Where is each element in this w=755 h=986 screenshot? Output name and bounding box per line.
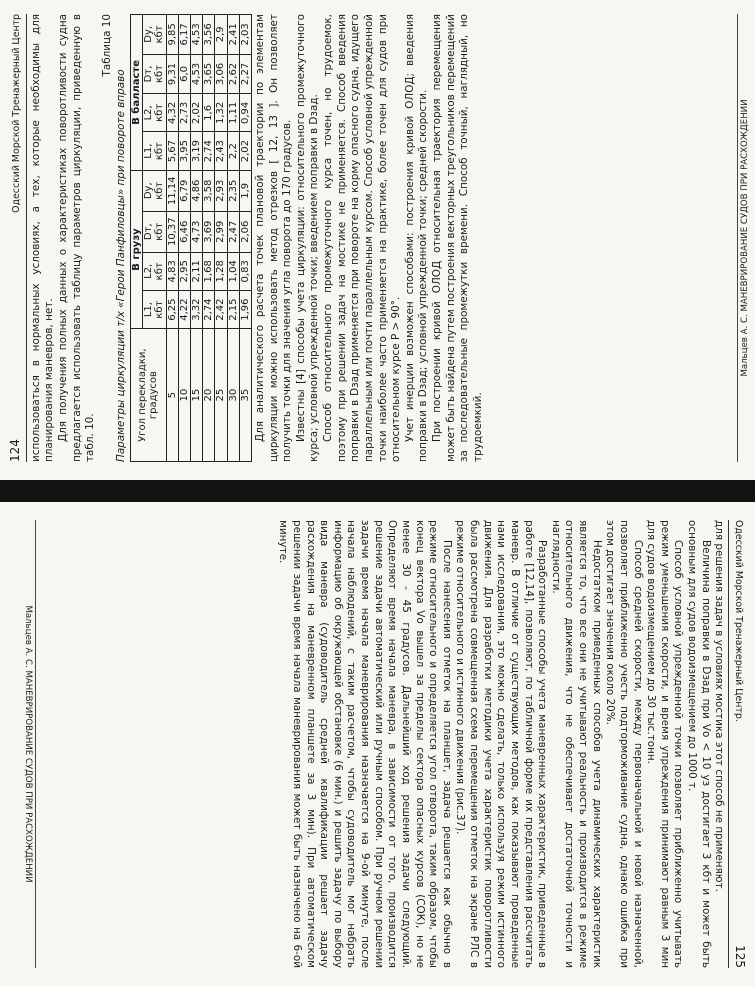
table-title: Параметры циркуляции т/х «Герои Панфиловцы» при повороте вправо — [115, 69, 128, 462]
table-cell: 4,53 — [191, 15, 203, 55]
paragraph: Недостатком приведенных способов учета динамических характеристик является то, что все они не учитывают реальность и производится в режиме относительного движения, что не обеспечивает достаточной точности и наглядности. — [549, 520, 603, 968]
column-header: Dy, кбт — [143, 170, 166, 211]
table-cell: 15 — [191, 329, 203, 462]
table-cell: 1,28 — [215, 252, 227, 290]
table-row — [227, 15, 239, 462]
paragraph: Способ относительного промежуточного курса точен, но трудоемок, поэтому при решении задач на мостике не применяется. Способ введения поправки в Dзад применяется при повороте на корму опасного судна, идущего параллельным или почти параллельным курсом. Способ условной упрежденной точки наиболее часто применяется на практике, более точен для судов при относительном курсе Р > 90°. — [322, 14, 403, 462]
table-cell: 2,11 — [191, 252, 203, 290]
angle-header: Угол перекладки, градусов — [131, 329, 167, 462]
table-cell: 6,17 — [178, 15, 190, 55]
table-cell: 1,6 — [203, 94, 215, 132]
table-cell: 5,67 — [166, 132, 178, 170]
table-cell: 1,9 — [239, 170, 251, 211]
table-row — [178, 15, 190, 462]
page-number: 124 — [8, 439, 22, 462]
table-cell: 9,31 — [166, 54, 178, 94]
page-footer: Мальцев А. С. МАНЕВРИРОВАНИЕ СУДОВ ПРИ РАСХОЖДЕНИИ — [737, 14, 751, 462]
table-cell: 2,99 — [215, 211, 227, 252]
paragraph: для решения задач в условиях мостика этот способ не применяют. — [713, 520, 726, 892]
table-cell: 2,06 — [239, 211, 251, 252]
table-cell: 2,9 — [215, 15, 227, 55]
paragraph: Учет инерции возможен способами: построения кривой ОЛОД; введения поправки в Dзад; условной упрежденной точки; средней скорости. — [403, 14, 430, 462]
table-cell: 1,32 — [215, 94, 227, 132]
table-cell: 3,32 — [191, 290, 203, 328]
table-cell: 11,14 — [166, 170, 178, 211]
table-cell: 25 — [215, 329, 227, 462]
table-cell: 0,94 — [239, 94, 251, 132]
paragraph: Для аналитического расчета точек плановой траектории по элементам циркуляции можно использовать метод отрезков [ 12, 13 ]. Он позволяет получить точки для значения угла поворота до 170 градусов. — [253, 14, 294, 462]
running-header: Одесский Морской Тренажерный Центр. — [733, 520, 744, 722]
table-cell: 1,11 — [227, 94, 239, 132]
table-cell: 10 — [178, 329, 190, 462]
paragraph: Для получения полных данных о характеристиках поворотливости судна предлагается использовать таблицу параметров циркуляции, приведенную в табл. 10. — [56, 14, 97, 462]
group-header-laden: В грузу — [131, 170, 143, 328]
table-cell: 2,02 — [191, 94, 203, 132]
table-cell: 2,95 — [178, 252, 190, 290]
paragraph: Разработанные способы учета маневренных характеристик, приведенные в работе [12,14], позволяют, по табличной форме их представления рассчитать маневр. В отличие от существующих методов, как показывают проведенные нами исследования, это можно сделать, только используя режим истинного движения. Для разработки методики учета характеристик поворотливости была рассмотрена совмещенная схема перемещения отметок на экране РЛС в режиме относительного и истинного движения (рис.37). — [454, 520, 549, 968]
paragraph: Величина поправки в Dзад при Vо < 10 уз достигает 3 кбт и может быть основным для судов водоизмещением до 1000 т. — [686, 520, 712, 968]
table-cell: 3,19 — [191, 132, 203, 170]
table-cell: 4,32 — [166, 94, 178, 132]
running-header: Одесский Морской Тренажерный Центр — [11, 14, 22, 213]
table-cell: 30 — [227, 329, 239, 462]
circulation-table — [130, 14, 252, 462]
scan-binding-shadow — [0, 480, 755, 502]
table-row — [191, 15, 203, 462]
table-cell: 1,68 — [203, 252, 215, 290]
table-cell: 5 — [166, 329, 178, 462]
table-cell: 3,95 — [178, 132, 190, 170]
table-cell: 2,2 — [227, 132, 239, 170]
table-cell: 2,47 — [227, 211, 239, 252]
table-cell: 1,04 — [227, 252, 239, 290]
table-cell: 2,41 — [227, 15, 239, 55]
group-header-ballast: В балласте — [131, 15, 143, 171]
table-cell: 3,65 — [203, 54, 215, 94]
table-cell: 3,58 — [203, 170, 215, 211]
table-cell: 4,73 — [191, 211, 203, 252]
table-cell: 6,25 — [166, 290, 178, 328]
paragraph: После нанесения отметок на планшет, задача решается как обычно в режиме относительного и определяется угол отворота, таким образом, чтобы конец вектора Vо вышел за пределы сектора опасных курсов (СОК), но не менее 30 - 45 градусов. Дальнейший ход решения задачи следующий. Определяют время начала маневра, в зависимости от того, производится решение задачи автоматический или ручным способом. При ручном решении задачи время начала маневрирования назначается на 9-ой минуте, после начала наблюдений, с таким расчетом, чтобы судоводитель мог набрать информацию об окружающей обстановке (6 мин.) и решить задачу по выбору вида маневра (судоводитель средней квалификации решает задачу расхождения на маневренном планшете за 3 мин). При автоматическом решении задачи время начала маневрирования может быть назначено на 6-ой минуте. — [277, 520, 453, 968]
table-cell: 9,85 — [166, 15, 178, 55]
table-cell: 4,86 — [191, 170, 203, 211]
table-cell: 3,69 — [203, 211, 215, 252]
table-cell: 2,73 — [178, 94, 190, 132]
table-cell: 2,27 — [239, 54, 251, 94]
left-page — [0, 0, 755, 480]
table-cell: 2,03 — [239, 15, 251, 55]
table-cell: 2,74 — [203, 132, 215, 170]
table-cell: 2,42 — [215, 290, 227, 328]
paragraph: использоваться в нормальных условиях, а тех, которые необходимы для планирования маневров, нет. — [29, 14, 56, 462]
column-header: L1, кбт — [143, 290, 166, 328]
column-header: Dт, кбт — [143, 54, 166, 94]
table-caption: Таблица 10 — [100, 14, 113, 77]
table-row — [203, 15, 215, 462]
table-cell: 2,74 — [203, 290, 215, 328]
table-cell: 3,06 — [215, 54, 227, 94]
paragraph: Способ условной упрежденной точки позволяет приближенно учитывать режим уменьшения скорости, и время упреждения принимают равным 3 мин для судов водоизмещением до 30 тыс.тонн. — [645, 520, 685, 968]
column-header: L2, кбт — [143, 94, 166, 132]
table-cell: 0,83 — [239, 252, 251, 290]
page-header — [8, 14, 27, 462]
table-cell: 6,79 — [178, 170, 190, 211]
table-cell: 2,35 — [227, 170, 239, 211]
table-cell: 4,53 — [191, 54, 203, 94]
page-header — [728, 520, 747, 968]
paragraph: Известны [4] способы учета циркуляции: относительного промежуточного курса; условной упрежденной точки; введением поправки в Dзад. — [294, 14, 321, 462]
column-header: Dy, кбт — [143, 15, 166, 55]
page-number: 125 — [733, 945, 747, 968]
page-footer: Мальцев А. С. МАНЕВРИРОВАНИЕ СУДОВ ПРИ РАСХОЖДЕНИИ — [22, 520, 36, 968]
table-row — [239, 15, 251, 462]
column-header: L1, кбт — [143, 132, 166, 170]
column-header: Dт, кбт — [143, 211, 166, 252]
table-cell: 35 — [239, 329, 251, 462]
table-cell: 2,43 — [215, 132, 227, 170]
table-cell: 3,56 — [203, 15, 215, 55]
table-cell: 2,93 — [215, 170, 227, 211]
table-cell: 20 — [203, 329, 215, 462]
table-row — [166, 15, 178, 462]
paragraph: При построении кривой ОЛОД относительная траектория перемещения может быть найдена путем построения векторных треугольников перемещений за последовательные промежутки времени. Способ точный, наглядный, но трудоемкий. — [431, 14, 484, 462]
table-cell: 6,46 — [178, 211, 190, 252]
table-cell: 2,15 — [227, 290, 239, 328]
right-page — [0, 502, 755, 982]
table-cell: 4,83 — [166, 252, 178, 290]
column-header: L2, кбт — [143, 252, 166, 290]
table-cell: 10,37 — [166, 211, 178, 252]
table-cell: 1,96 — [239, 290, 251, 328]
table-cell: 2,02 — [239, 132, 251, 170]
table-cell: 6,0 — [178, 54, 190, 94]
table-cell: 2,62 — [227, 54, 239, 94]
paragraph: Способ средней скорости, между первоначальной и новой назначенной, позволяет приближенно учесть подторможивание судна, однако ошибка при этом достигает значения около 20%. — [604, 520, 644, 968]
table-row — [215, 15, 227, 462]
table-cell: 4,22 — [178, 290, 190, 328]
